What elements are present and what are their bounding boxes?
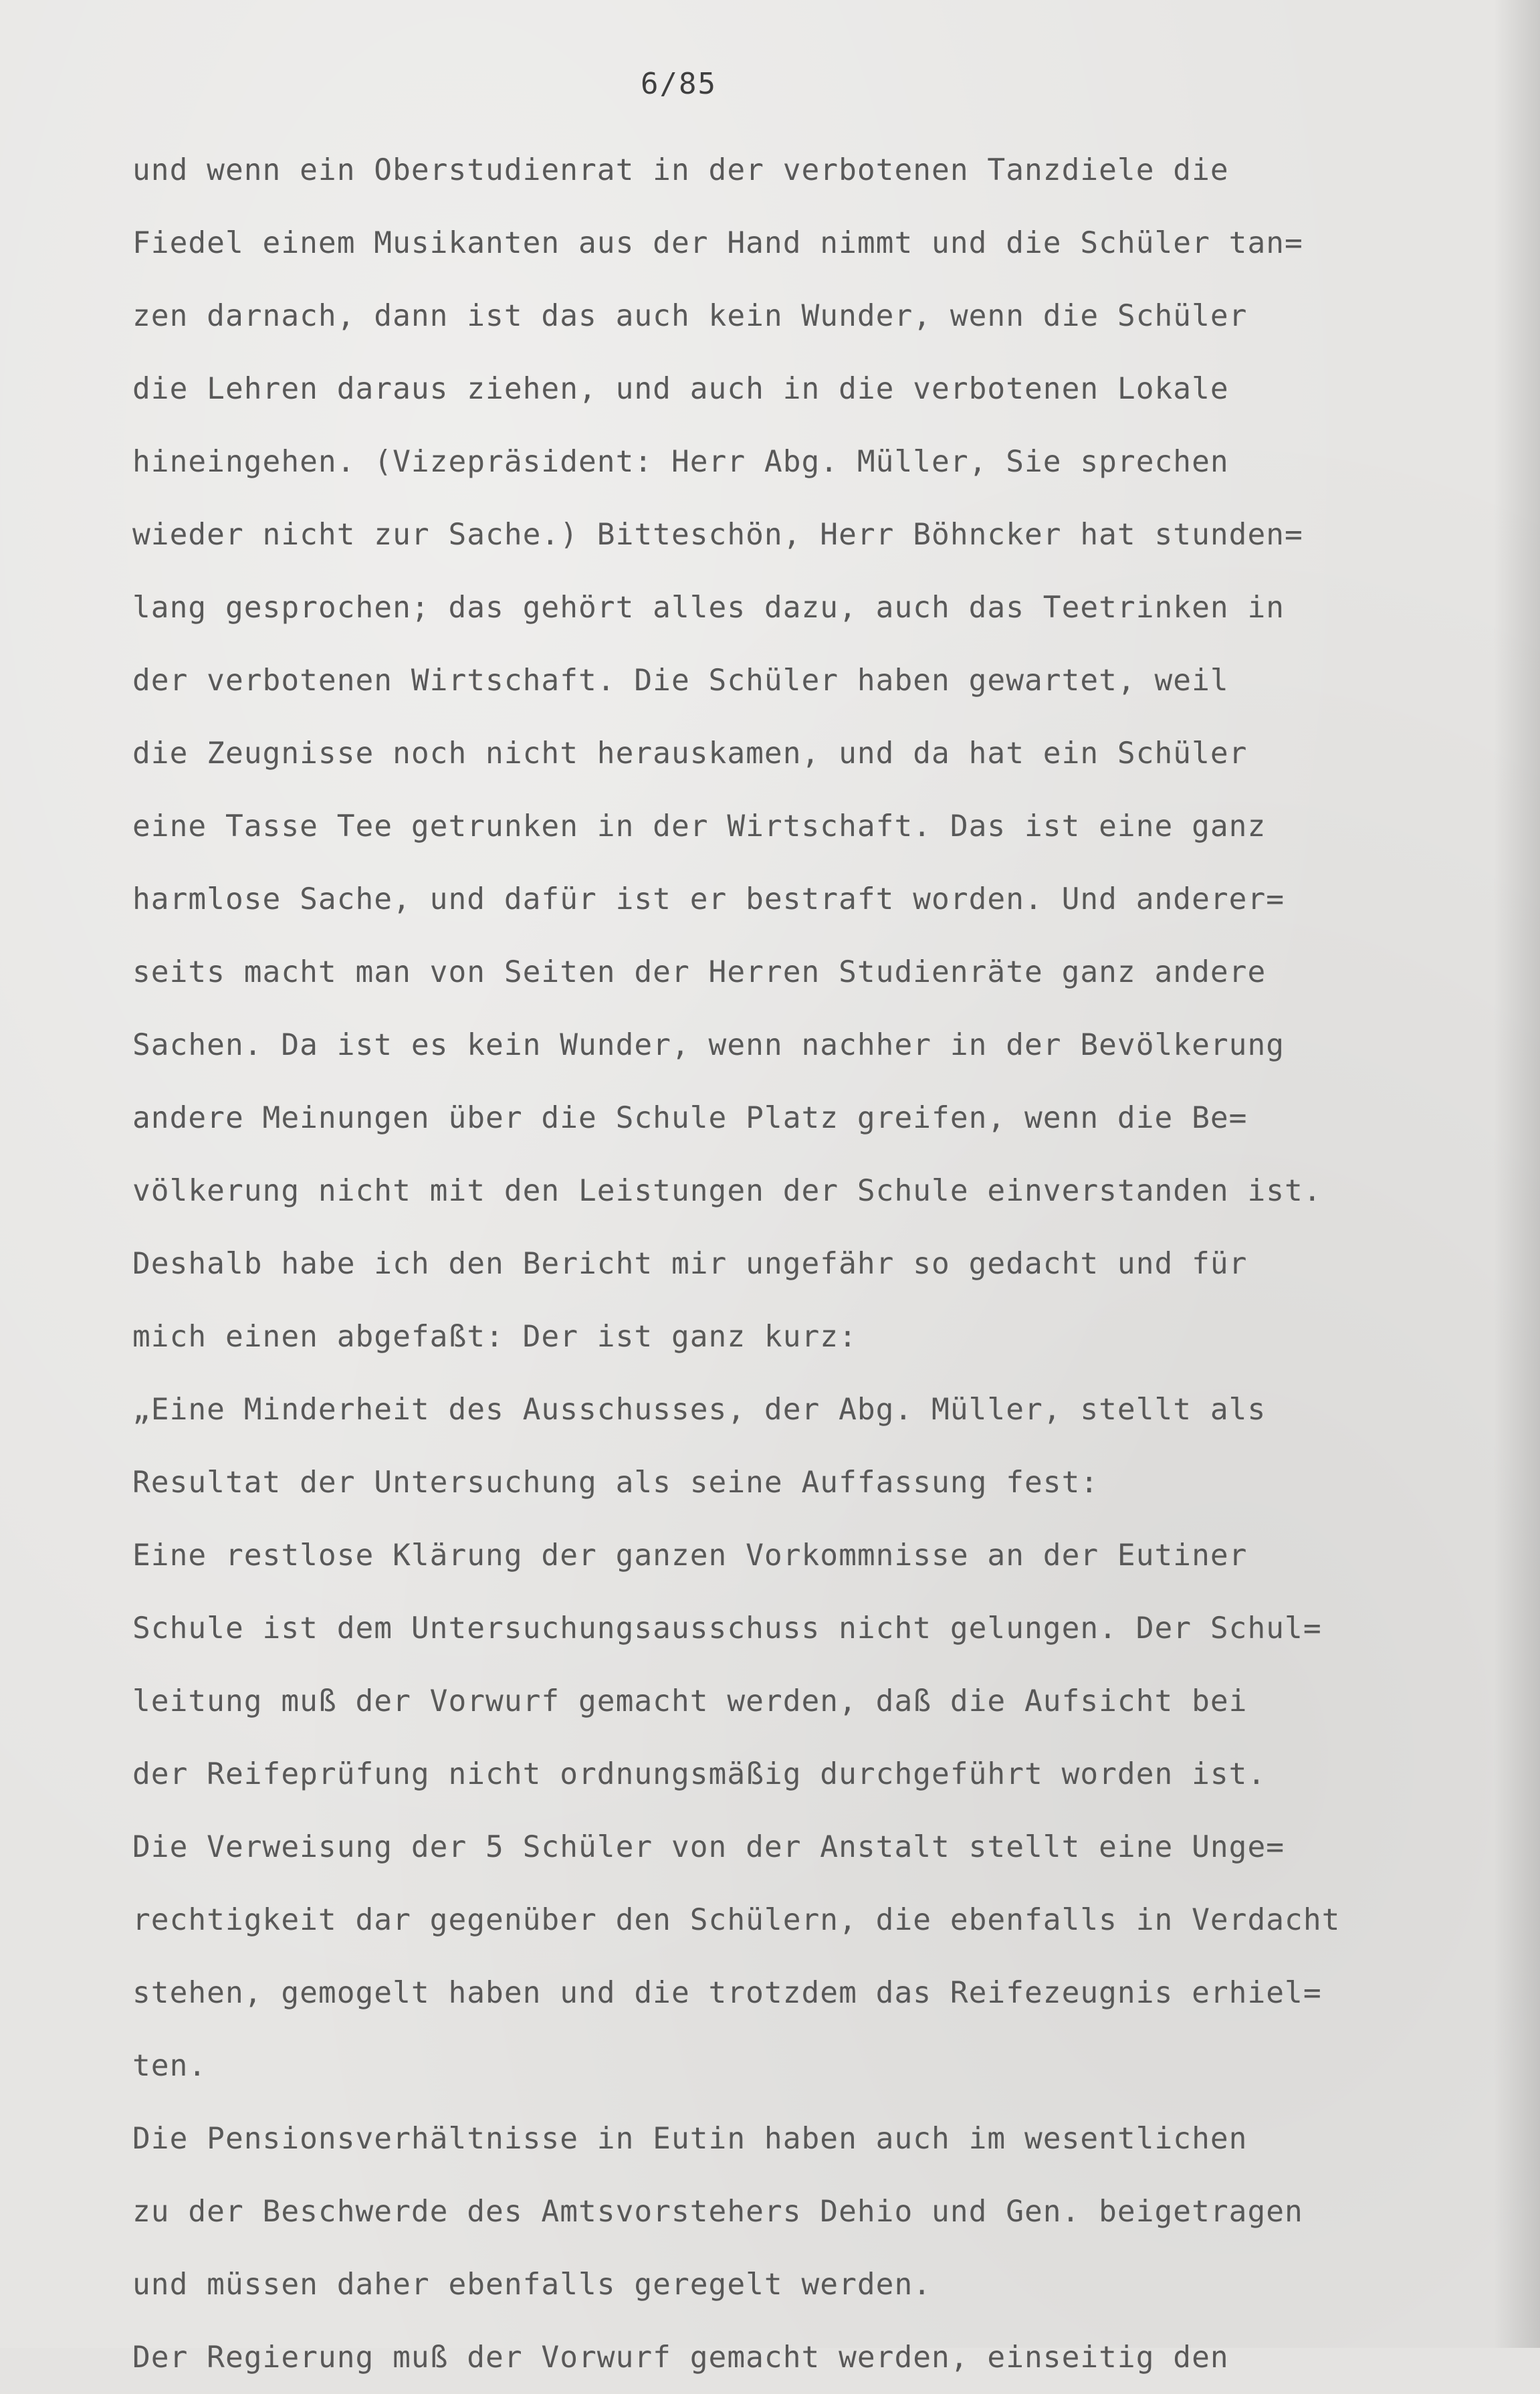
text-line: Sachen. Da ist es kein Wunder, wenn nachher in der Bevölkerung [132,1028,1285,1062]
text-line: und wenn ein Oberstudienrat in der verbotenen Tanzdiele die [132,153,1229,187]
text-line: und müssen daher ebenfalls geregelt werden. [132,2268,932,2302]
text-line: Die Verweisung der 5 Schüler von der Anstalt stellt eine Unge= [132,1830,1285,1864]
text-line: lang gesprochen; das gehört alles dazu, auch das Teetrinken in [132,591,1285,625]
text-line: zu der Beschwerde des Amtsvorstehers Dehio und Gen. beigetragen [132,2195,1303,2229]
text-line: Fiedel einem Musikanten aus der Hand nimmt und die Schüler tan= [132,226,1303,260]
text-line: harmlose Sache, und dafür ist er bestraft worden. Und anderer= [132,882,1285,916]
page-number: 6/85 [641,67,717,101]
text-line: der Reifeprüfung nicht ordnungsmäßig durchgeführt worden ist. [132,1757,1267,1791]
text-line: Deshalb habe ich den Bericht mir ungefähr so gedacht und für [132,1247,1248,1281]
text-line: Die Pensionsverhältnisse in Eutin haben auch im wesentlichen [132,2122,1248,2156]
text-line: Resultat der Untersuchung als seine Auffassung fest: [132,1466,1099,1500]
text-line: die Zeugnisse noch nicht herauskamen, und da hat ein Schüler [132,736,1248,771]
text-line: andere Meinungen über die Schule Platz greifen, wenn die Be= [132,1101,1248,1135]
text-line: „Eine Minderheit des Ausschusses, der Abg. Müller, stellt als [132,1393,1267,1427]
text-line: ten. [132,2049,207,2083]
text-line: der verbotenen Wirtschaft. Die Schüler haben gewartet, weil [132,664,1229,698]
text-line: seits macht man von Seiten der Herren Studienräte ganz andere [132,955,1267,989]
text-line: stehen, gemogelt haben und die trotzdem das Reifezeugnis erhiel= [132,1976,1322,2010]
text-line: mich einen abgefaßt: Der ist ganz kurz: [132,1320,857,1354]
text-line: Schule ist dem Untersuchungsausschuss nicht gelungen. Der Schul= [132,1611,1322,1645]
text-line: hineingehen. (Vizepräsident: Herr Abg. Müller, Sie sprechen [132,445,1229,479]
text-line: Der Regierung muß der Vorwurf gemacht werden, einseitig den [132,2340,1229,2375]
text-line: wieder nicht zur Sache.) Bitteschön, Herr Böhncker hat stunden= [132,518,1303,552]
text-line: leitung muß der Vorwurf gemacht werden, daß die Aufsicht bei [132,1684,1248,1718]
text-line: Eine restlose Klärung der ganzen Vorkommnisse an der Eutiner [132,1538,1248,1573]
text-line: die Lehren daraus ziehen, und auch in die verbotenen Lokale [132,372,1229,406]
text-line: zen darnach, dann ist das auch kein Wunder, wenn die Schüler [132,299,1248,333]
text-line: völkerung nicht mit den Leistungen der Schule einverstanden ist. [132,1174,1322,1208]
text-line: eine Tasse Tee getrunken in der Wirtschaft. Das ist eine ganz [132,809,1267,843]
typewritten-text-body [132,134,1510,2394]
text-line: rechtigkeit dar gegenüber den Schülern, die ebenfalls in Verdacht [132,1903,1341,1937]
